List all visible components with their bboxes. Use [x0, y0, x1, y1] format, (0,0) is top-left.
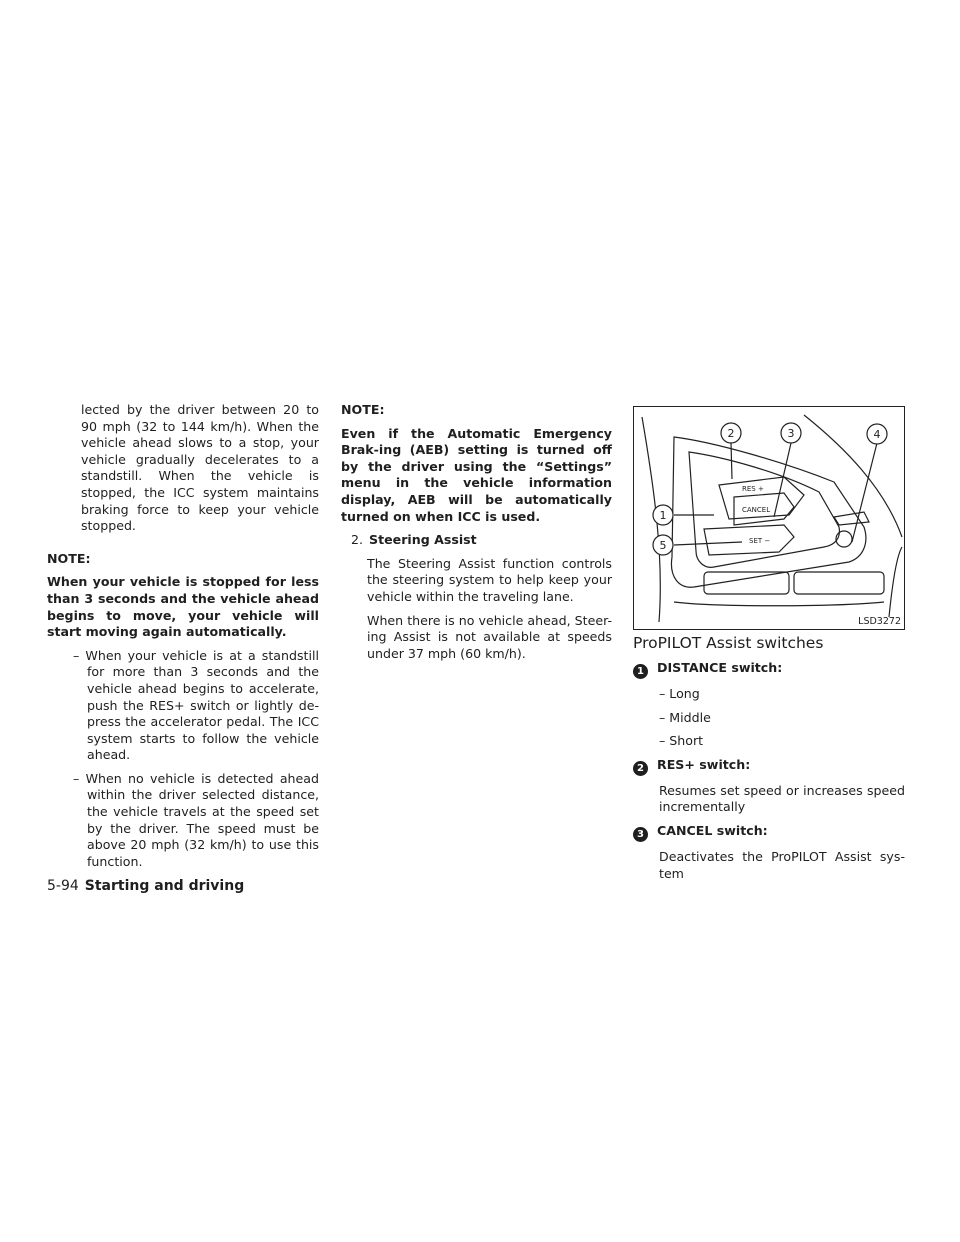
- list-item-title: [633, 660, 905, 679]
- note-text: Even if the Automatic Emergency Brak-ing (AEB) setting is turned off by the driver using the “Settings” menu in the vehicle information display, AEB will be automatically turned on when ICC is used.: [341, 425, 612, 524]
- column-middle: [341, 402, 612, 662]
- number-badge: 1: [633, 664, 648, 679]
- cancel-label: CANCEL: [742, 506, 771, 514]
- sub-item: – Short: [659, 733, 704, 749]
- item-number: 2.: [351, 532, 364, 548]
- page-number: 5-94: [47, 878, 79, 894]
- list-item-title: [633, 823, 905, 842]
- continued-paragraph: lected by the driver between 20 to 90 mph (32 to 144 km/h). When the vehicle ahead slows to a stop, your vehicle gradually decelerates to a standstill. When the vehicle is stopped, the ICC system maintains braking force to keep your vehicle stopped.: [81, 402, 319, 534]
- dash-item: – When no vehicle is detected ahead within the driver selected distance, the vehicle travels at the speed set by the driver. The speed must be above 20 mph (32 km/h) to use this function.: [73, 770, 319, 869]
- column-left: [47, 402, 319, 870]
- steering-wheel-drawing: [634, 407, 904, 629]
- note-heading: NOTE:: [341, 402, 385, 417]
- res-label: RES +: [742, 485, 764, 493]
- callout-number: 5: [659, 539, 667, 552]
- callout-number: 3: [787, 427, 795, 440]
- callout-number: 1: [659, 509, 667, 522]
- figure-code: LSD3272: [858, 616, 901, 627]
- switch-list: [633, 660, 905, 882]
- list-item-title: [633, 757, 905, 776]
- item-title: DISTANCE switch:: [657, 660, 783, 675]
- chapter-title: Starting and driving: [84, 878, 245, 894]
- item-title: Steering Assist: [369, 532, 477, 548]
- item-title: RES+ switch:: [657, 756, 751, 772]
- item-paragraph: When there is no vehicle ahead, Steer-ing Assist is not available at speeds under 37 mph (60 km/h).: [367, 612, 612, 661]
- item-paragraph: The Steering Assist function controls the steering system to help keep your vehicle within the traveling lane.: [367, 555, 612, 604]
- sub-item: – Middle: [659, 709, 711, 725]
- item-description: Deactivates the ProPILOT Assist sys-tem: [659, 848, 905, 881]
- dash-item: – When your vehicle is at a standstill for more than 3 seconds and the vehicle ahead begins to accelerate, push the RES+ switch or lightly de-press the accelerator pedal. The ICC system starts to follow the vehicle ahead.: [73, 647, 319, 763]
- item-title: CANCEL switch:: [657, 822, 768, 838]
- note-heading: NOTE:: [47, 550, 91, 566]
- note-text: When your vehicle is stopped for less than 3 seconds and the vehicle ahead begins to move, your vehicle will start moving again automatically.: [47, 574, 319, 640]
- sub-item: – Long: [659, 686, 700, 701]
- section-title: ProPILOT Assist switches: [633, 634, 824, 652]
- set-label: SET −: [749, 537, 771, 545]
- numbered-item-title: [341, 532, 612, 549]
- page-footer: [47, 878, 244, 894]
- item-description: Resumes set speed or increases speed incrementally: [659, 782, 905, 815]
- number-badge: 2: [633, 761, 648, 776]
- callout-number: 4: [873, 428, 881, 441]
- switches-illustration: [633, 406, 905, 630]
- callout-number: 2: [727, 427, 735, 440]
- number-badge: 3: [633, 827, 648, 842]
